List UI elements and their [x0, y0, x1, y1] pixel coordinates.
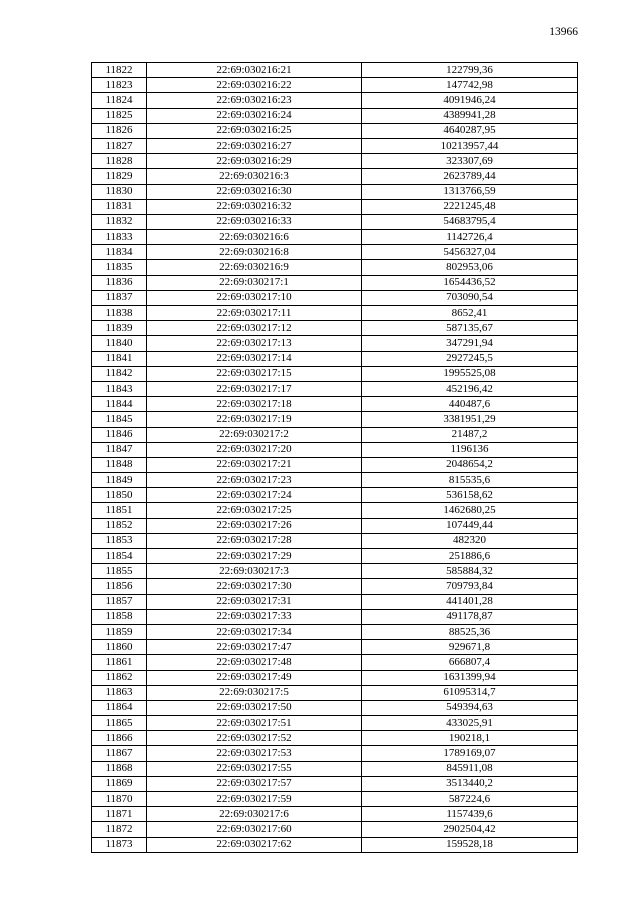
- row-number-cell: 11826: [92, 123, 147, 138]
- cadastral-number-cell: 22:69:030217:5: [147, 685, 362, 700]
- cadastral-number-cell: 22:69:030217:62: [147, 837, 362, 852]
- row-number-cell: 11833: [92, 230, 147, 245]
- value-cell: 703090,54: [362, 290, 578, 305]
- cadastral-number-cell: 22:69:030217:10: [147, 290, 362, 305]
- table-row: [92, 366, 578, 381]
- value-cell: 1631399,94: [362, 670, 578, 685]
- row-number-cell: 11827: [92, 138, 147, 153]
- cadastral-number-cell: 22:69:030217:23: [147, 473, 362, 488]
- cadastral-number-cell: 22:69:030217:48: [147, 655, 362, 670]
- value-cell: 1196136: [362, 442, 578, 457]
- row-number-cell: 11846: [92, 427, 147, 442]
- row-number-cell: 11868: [92, 761, 147, 776]
- value-cell: 433025,91: [362, 716, 578, 731]
- table-row: [92, 716, 578, 731]
- value-cell: 441401,28: [362, 594, 578, 609]
- row-number-cell: 11869: [92, 776, 147, 791]
- table-row: [92, 290, 578, 305]
- row-number-cell: 11838: [92, 306, 147, 321]
- table-row: [92, 351, 578, 366]
- cadastral-number-cell: 22:69:030217:12: [147, 321, 362, 336]
- table-row: [92, 518, 578, 533]
- cadastral-number-cell: 22:69:030216:21: [147, 63, 362, 78]
- row-number-cell: 11851: [92, 503, 147, 518]
- cadastral-number-cell: 22:69:030216:8: [147, 245, 362, 260]
- row-number-cell: 11849: [92, 473, 147, 488]
- value-cell: 2927245,5: [362, 351, 578, 366]
- value-cell: 491178,87: [362, 609, 578, 624]
- row-number-cell: 11861: [92, 655, 147, 670]
- value-cell: 1654436,52: [362, 275, 578, 290]
- table-row: [92, 397, 578, 412]
- row-number-cell: 11841: [92, 351, 147, 366]
- cadastral-number-cell: 22:69:030217:33: [147, 609, 362, 624]
- value-cell: 4640287,95: [362, 123, 578, 138]
- cadastral-number-cell: 22:69:030216:3: [147, 169, 362, 184]
- row-number-cell: 11828: [92, 154, 147, 169]
- table-row: [92, 746, 578, 761]
- row-number-cell: 11822: [92, 63, 147, 78]
- row-number-cell: 11855: [92, 564, 147, 579]
- row-number-cell: 11845: [92, 412, 147, 427]
- value-cell: 61095314,7: [362, 685, 578, 700]
- value-cell: 815535,6: [362, 473, 578, 488]
- table-row: [92, 123, 578, 138]
- value-cell: 3381951,29: [362, 412, 578, 427]
- table-row: [92, 457, 578, 472]
- table-row: [92, 260, 578, 275]
- row-number-cell: 11872: [92, 822, 147, 837]
- value-cell: 21487,2: [362, 427, 578, 442]
- table-row: [92, 609, 578, 624]
- row-number-cell: 11848: [92, 457, 147, 472]
- row-number-cell: 11824: [92, 93, 147, 108]
- cadastral-number-cell: 22:69:030217:2: [147, 427, 362, 442]
- row-number-cell: 11825: [92, 108, 147, 123]
- row-number-cell: 11866: [92, 731, 147, 746]
- cadastral-number-cell: 22:69:030216:22: [147, 78, 362, 93]
- table-row: [92, 624, 578, 639]
- cadastral-number-cell: 22:69:030217:11: [147, 306, 362, 321]
- value-cell: 1313766,59: [362, 184, 578, 199]
- cadastral-number-cell: 22:69:030217:13: [147, 336, 362, 351]
- cadastral-number-cell: 22:69:030216:30: [147, 184, 362, 199]
- table-row: [92, 306, 578, 321]
- table-row: [92, 427, 578, 442]
- cadastral-number-cell: 22:69:030216:32: [147, 199, 362, 214]
- row-number-cell: 11852: [92, 518, 147, 533]
- row-number-cell: 11870: [92, 792, 147, 807]
- cadastral-number-cell: 22:69:030217:55: [147, 761, 362, 776]
- cadastral-number-cell: 22:69:030217:30: [147, 579, 362, 594]
- cadastral-number-cell: 22:69:030217:60: [147, 822, 362, 837]
- value-cell: 929671,8: [362, 640, 578, 655]
- cadastral-number-cell: 22:69:030217:59: [147, 792, 362, 807]
- value-cell: 147742,98: [362, 78, 578, 93]
- table-row: [92, 564, 578, 579]
- table-row: [92, 138, 578, 153]
- cadastral-number-cell: 22:69:030217:50: [147, 700, 362, 715]
- row-number-cell: 11844: [92, 397, 147, 412]
- table-row: [92, 579, 578, 594]
- table-row: [92, 93, 578, 108]
- value-cell: 666807,4: [362, 655, 578, 670]
- cadastral-number-cell: 22:69:030217:21: [147, 457, 362, 472]
- cadastral-number-cell: 22:69:030216:23: [147, 93, 362, 108]
- cadastral-number-cell: 22:69:030217:51: [147, 716, 362, 731]
- value-cell: 1142726,4: [362, 230, 578, 245]
- value-cell: 802953,06: [362, 260, 578, 275]
- cadastral-number-cell: 22:69:030217:25: [147, 503, 362, 518]
- value-cell: 347291,94: [362, 336, 578, 351]
- table-row: [92, 640, 578, 655]
- cadastral-number-cell: 22:69:030217:15: [147, 366, 362, 381]
- value-cell: 4091946,24: [362, 93, 578, 108]
- table-row: [92, 822, 578, 837]
- cadastral-number-cell: 22:69:030217:28: [147, 533, 362, 548]
- table-row: [92, 442, 578, 457]
- value-cell: 3513440,2: [362, 776, 578, 791]
- value-cell: 159528,18: [362, 837, 578, 852]
- cadastral-number-cell: 22:69:030217:57: [147, 776, 362, 791]
- cadastral-number-cell: 22:69:030217:52: [147, 731, 362, 746]
- row-number-cell: 11850: [92, 488, 147, 503]
- cadastral-number-cell: 22:69:030217:17: [147, 381, 362, 396]
- table-row: [92, 549, 578, 564]
- row-number-cell: 11863: [92, 685, 147, 700]
- table-row: [92, 761, 578, 776]
- page-number: 13966: [549, 26, 578, 38]
- value-cell: 251886,6: [362, 549, 578, 564]
- row-number-cell: 11867: [92, 746, 147, 761]
- value-cell: 5456327,04: [362, 245, 578, 260]
- row-number-cell: 11864: [92, 700, 147, 715]
- value-cell: 2623789,44: [362, 169, 578, 184]
- cadastral-number-cell: 22:69:030217:47: [147, 640, 362, 655]
- value-cell: 107449,44: [362, 518, 578, 533]
- value-cell: 4389941,28: [362, 108, 578, 123]
- row-number-cell: 11854: [92, 549, 147, 564]
- table-row: [92, 594, 578, 609]
- cadastral-table: [91, 62, 578, 853]
- value-cell: 1789169,07: [362, 746, 578, 761]
- table-row: [92, 381, 578, 396]
- row-number-cell: 11842: [92, 366, 147, 381]
- cadastral-number-cell: 22:69:030217:29: [147, 549, 362, 564]
- table-row: [92, 245, 578, 260]
- cadastral-number-cell: 22:69:030217:14: [147, 351, 362, 366]
- table-row: [92, 230, 578, 245]
- row-number-cell: 11843: [92, 381, 147, 396]
- cadastral-number-cell: 22:69:030217:3: [147, 564, 362, 579]
- value-cell: 482320: [362, 533, 578, 548]
- row-number-cell: 11834: [92, 245, 147, 260]
- row-number-cell: 11830: [92, 184, 147, 199]
- value-cell: 1995525,08: [362, 366, 578, 381]
- table-row: [92, 336, 578, 351]
- table-row: [92, 412, 578, 427]
- value-cell: 845911,08: [362, 761, 578, 776]
- table-row: [92, 169, 578, 184]
- cadastral-number-cell: 22:69:030217:53: [147, 746, 362, 761]
- table-row: [92, 700, 578, 715]
- table-body: [92, 63, 578, 853]
- table-row: [92, 199, 578, 214]
- value-cell: 2221245,48: [362, 199, 578, 214]
- row-number-cell: 11853: [92, 533, 147, 548]
- table-row: [92, 154, 578, 169]
- row-number-cell: 11836: [92, 275, 147, 290]
- row-number-cell: 11840: [92, 336, 147, 351]
- cadastral-number-cell: 22:69:030217:26: [147, 518, 362, 533]
- cadastral-number-cell: 22:69:030217:34: [147, 624, 362, 639]
- row-number-cell: 11859: [92, 624, 147, 639]
- cadastral-number-cell: 22:69:030217:24: [147, 488, 362, 503]
- cadastral-number-cell: 22:69:030217:1: [147, 275, 362, 290]
- value-cell: 587135,67: [362, 321, 578, 336]
- table-row: [92, 108, 578, 123]
- value-cell: 587224,6: [362, 792, 578, 807]
- table-row: [92, 321, 578, 336]
- cadastral-number-cell: 22:69:030217:18: [147, 397, 362, 412]
- value-cell: 8652,41: [362, 306, 578, 321]
- value-cell: 54683795,4: [362, 214, 578, 229]
- table-row: [92, 214, 578, 229]
- row-number-cell: 11871: [92, 807, 147, 822]
- table-row: [92, 655, 578, 670]
- table-row: [92, 488, 578, 503]
- value-cell: 585884,32: [362, 564, 578, 579]
- row-number-cell: 11847: [92, 442, 147, 457]
- table-row: [92, 670, 578, 685]
- cadastral-number-cell: 22:69:030216:29: [147, 154, 362, 169]
- row-number-cell: 11839: [92, 321, 147, 336]
- row-number-cell: 11873: [92, 837, 147, 852]
- cadastral-number-cell: 22:69:030216:6: [147, 230, 362, 245]
- row-number-cell: 11823: [92, 78, 147, 93]
- table-row: [92, 275, 578, 290]
- table-row: [92, 78, 578, 93]
- value-cell: 709793,84: [362, 579, 578, 594]
- row-number-cell: 11856: [92, 579, 147, 594]
- table-row: [92, 473, 578, 488]
- value-cell: 122799,36: [362, 63, 578, 78]
- cadastral-number-cell: 22:69:030216:33: [147, 214, 362, 229]
- row-number-cell: 11865: [92, 716, 147, 731]
- row-number-cell: 11858: [92, 609, 147, 624]
- value-cell: 323307,69: [362, 154, 578, 169]
- row-number-cell: 11829: [92, 169, 147, 184]
- cadastral-number-cell: 22:69:030217:6: [147, 807, 362, 822]
- table-row: [92, 731, 578, 746]
- row-number-cell: 11835: [92, 260, 147, 275]
- value-cell: 10213957,44: [362, 138, 578, 153]
- table-row: [92, 837, 578, 852]
- table-row: [92, 792, 578, 807]
- table-row: [92, 685, 578, 700]
- value-cell: 2048654,2: [362, 457, 578, 472]
- value-cell: 1157439,6: [362, 807, 578, 822]
- row-number-cell: 11831: [92, 199, 147, 214]
- cadastral-number-cell: 22:69:030217:31: [147, 594, 362, 609]
- cadastral-number-cell: 22:69:030216:25: [147, 123, 362, 138]
- table-row: [92, 503, 578, 518]
- cadastral-number-cell: 22:69:030216:24: [147, 108, 362, 123]
- row-number-cell: 11860: [92, 640, 147, 655]
- row-number-cell: 11862: [92, 670, 147, 685]
- table-row: [92, 807, 578, 822]
- value-cell: 549394,63: [362, 700, 578, 715]
- value-cell: 1462680,25: [362, 503, 578, 518]
- cadastral-number-cell: 22:69:030216:9: [147, 260, 362, 275]
- table-row: [92, 533, 578, 548]
- value-cell: 190218,1: [362, 731, 578, 746]
- row-number-cell: 11837: [92, 290, 147, 305]
- cadastral-number-cell: 22:69:030217:20: [147, 442, 362, 457]
- value-cell: 2902504,42: [362, 822, 578, 837]
- value-cell: 536158,62: [362, 488, 578, 503]
- value-cell: 440487,6: [362, 397, 578, 412]
- table-row: [92, 184, 578, 199]
- cadastral-number-cell: 22:69:030217:49: [147, 670, 362, 685]
- table-row: [92, 63, 578, 78]
- value-cell: 452196,42: [362, 381, 578, 396]
- row-number-cell: 11832: [92, 214, 147, 229]
- row-number-cell: 11857: [92, 594, 147, 609]
- table-row: [92, 776, 578, 791]
- cadastral-number-cell: 22:69:030217:19: [147, 412, 362, 427]
- value-cell: 88525,36: [362, 624, 578, 639]
- cadastral-number-cell: 22:69:030216:27: [147, 138, 362, 153]
